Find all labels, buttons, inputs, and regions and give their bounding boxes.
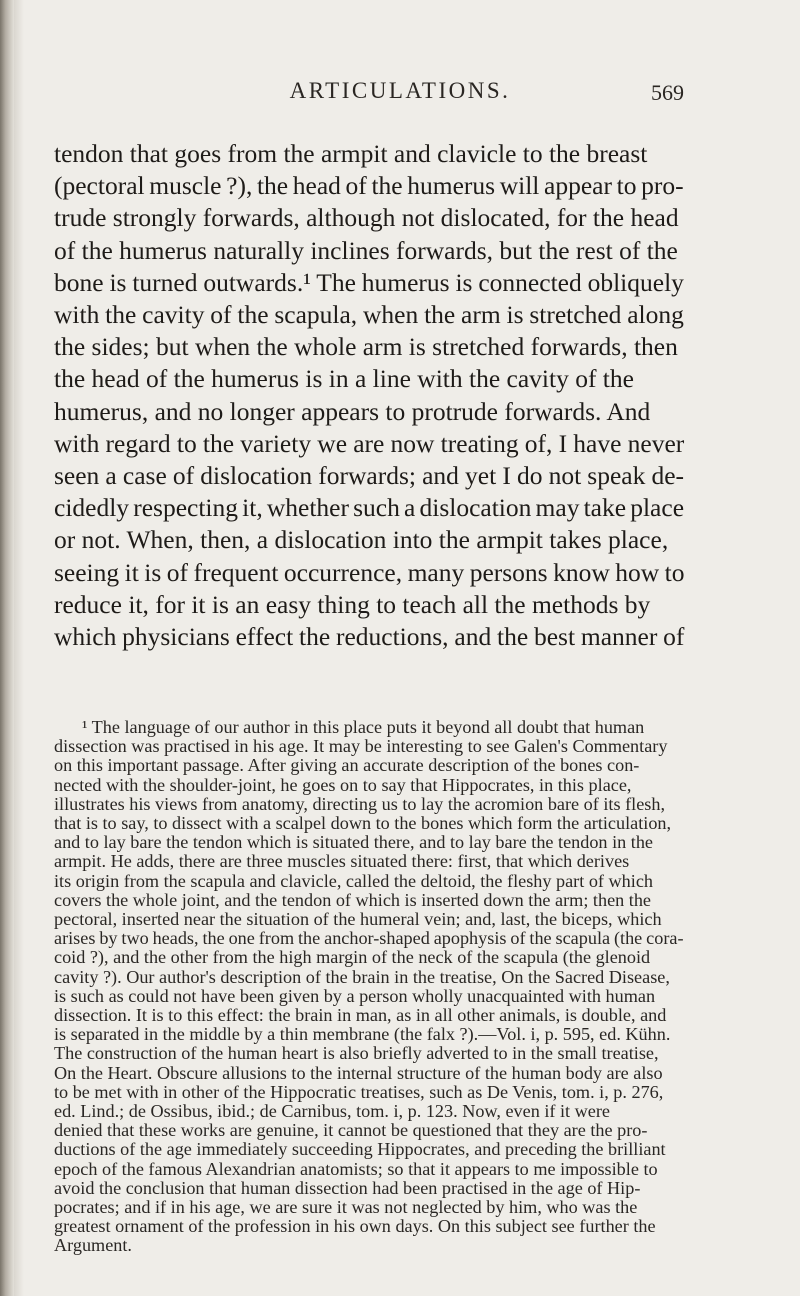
- footnote-line: arises by two heads, the one from the anchor-shaped apophysis of the scapula (the cora-: [54, 928, 684, 949]
- footnote-line: The construction of the human heart is also briefly adverted to in the small treatise,: [54, 1043, 659, 1064]
- footnote-line: and to lay bare the tendon which is situated there, and to lay bare the tendon in the: [54, 832, 653, 853]
- footnote-line: avoid the conclusion that human dissection had been practised in the age of Hip-: [54, 1177, 641, 1198]
- footnote-line: dissection. It is to this effect: the brain in man, as in all other animals, is double, and: [54, 1005, 667, 1026]
- footnote-line: that is to say, to dissect with a scalpel down to the bones which form the articulation,: [54, 813, 672, 834]
- body-line: the sides; but when the whole arm is stretched forwards, then: [54, 332, 678, 362]
- body-line: (pectoral muscle ?), the head of the humerus will appear to pro-: [54, 171, 684, 201]
- body-line: trude strongly forwards, although not dislocated, for the head: [54, 203, 679, 233]
- body-line: the head of the humerus is in a line with the cavity of the: [54, 364, 634, 394]
- body-line: seen a case of dislocation forwards; and yet I do not speak de-: [54, 461, 685, 491]
- running-head: ARTICULATIONS.: [289, 78, 511, 103]
- footnote-line: illustrates his views from anatomy, directing us to lay the acromion bare of its flesh,: [54, 793, 665, 814]
- footnote-line: armpit. He adds, there are three muscles situated there: first, that which derives: [54, 851, 630, 872]
- body-line: seeing it is of frequent occurrence, many persons know how to: [54, 557, 685, 587]
- body-line: bone is turned outwards.¹ The humerus is connected obliquely: [54, 267, 684, 297]
- body-line: reduce it, for it is an easy thing to teach all the methods by: [54, 589, 651, 619]
- body-line: tendon that goes from the armpit and clavicle to the breast: [54, 139, 648, 168]
- body-line: which physicians effect the reductions, and the best manner of: [54, 622, 685, 652]
- footnote-line: ¹ The language of our author in this place puts it beyond all doubt that human: [82, 717, 645, 737]
- footnote-line: covers the whole joint, and the tendon of which is inserted down the arm; then the: [54, 889, 652, 910]
- page-header: [0, 78, 800, 108]
- footnote-line: dissection was practised in his age. It may be interesting to see Galen's Commentary: [54, 736, 668, 757]
- body-line: or not. When, then, a dislocation into the armpit takes place,: [54, 525, 669, 555]
- footnote-line: ed. Lind.; de Ossibus, ibid.; de Carnibus, tom. i, p. 123. Now, even if it were: [54, 1101, 610, 1122]
- body-line: humerus, and no longer appears to protrude forwards. And: [54, 396, 651, 426]
- page-gutter-edge: [0, 0, 14, 1296]
- footnote-line: denied that these works are genuine, it cannot be questioned that they are the pro-: [54, 1120, 648, 1141]
- footnote-line: its origin from the scapula and clavicle, called the deltoid, the fleshy part of which: [54, 870, 653, 891]
- footnote-line: to be met with in other of the Hippocratic treatises, such as De Venis, tom. i, p. 276,: [54, 1081, 664, 1102]
- footnote-line: cavity ?). Our author's description of the brain in the treatise, On the Sacred Disease,: [54, 966, 670, 987]
- footnote-line: ductions of the age immediately succeeding Hippocrates, and preceding the brilliant: [54, 1139, 666, 1160]
- body-line: with the cavity of the scapula, when the arm is stretched along: [54, 300, 684, 330]
- body-line: cidedly respecting it, whether such a dislocation may take place: [54, 493, 685, 523]
- body-line: with regard to the variety we are now treating of, I have never: [54, 428, 685, 458]
- main-text: [54, 138, 684, 653]
- footnote-line: pocrates; and if in his age, we are sure it was not neglected by him, who was the: [54, 1197, 638, 1218]
- footnote-line: epoch of the famous Alexandrian anatomists; so that it appears to me impossible to: [54, 1158, 658, 1179]
- body-line: of the humerus naturally inclines forwards, but the rest of the: [54, 235, 678, 265]
- footnote-line: On the Heart. Obscure allusions to the internal structure of the human body are also: [54, 1062, 663, 1083]
- footnote-line: on this important passage. After giving an accurate description of the bones con-: [54, 755, 640, 776]
- footnote-line: greatest ornament of the profession in his own days. On this subject see further the: [54, 1216, 656, 1237]
- footnote-line: pectoral, inserted near the situation of the humeral vein; and, last, the biceps, which: [54, 909, 662, 930]
- page-number: 569: [651, 80, 684, 105]
- footnote-line: is separated in the middle by a thin membrane (the falx ?).—Vol. i, p. 595, ed. Kühn.: [54, 1024, 671, 1045]
- footnote-line: is such as could not have been given by a person wholly unacquainted with human: [54, 985, 656, 1006]
- page-gutter-shadow: [14, 0, 24, 1296]
- footnote-line: nected with the shoulder-joint, he goes on to say that Hippocrates, in this place,: [54, 774, 632, 795]
- footnote: [54, 718, 684, 1256]
- footnote-line: coid ?), and the other from the high margin of the neck of the scapula (the glenoid: [54, 947, 651, 968]
- footnote-line: Argument.: [54, 1235, 132, 1256]
